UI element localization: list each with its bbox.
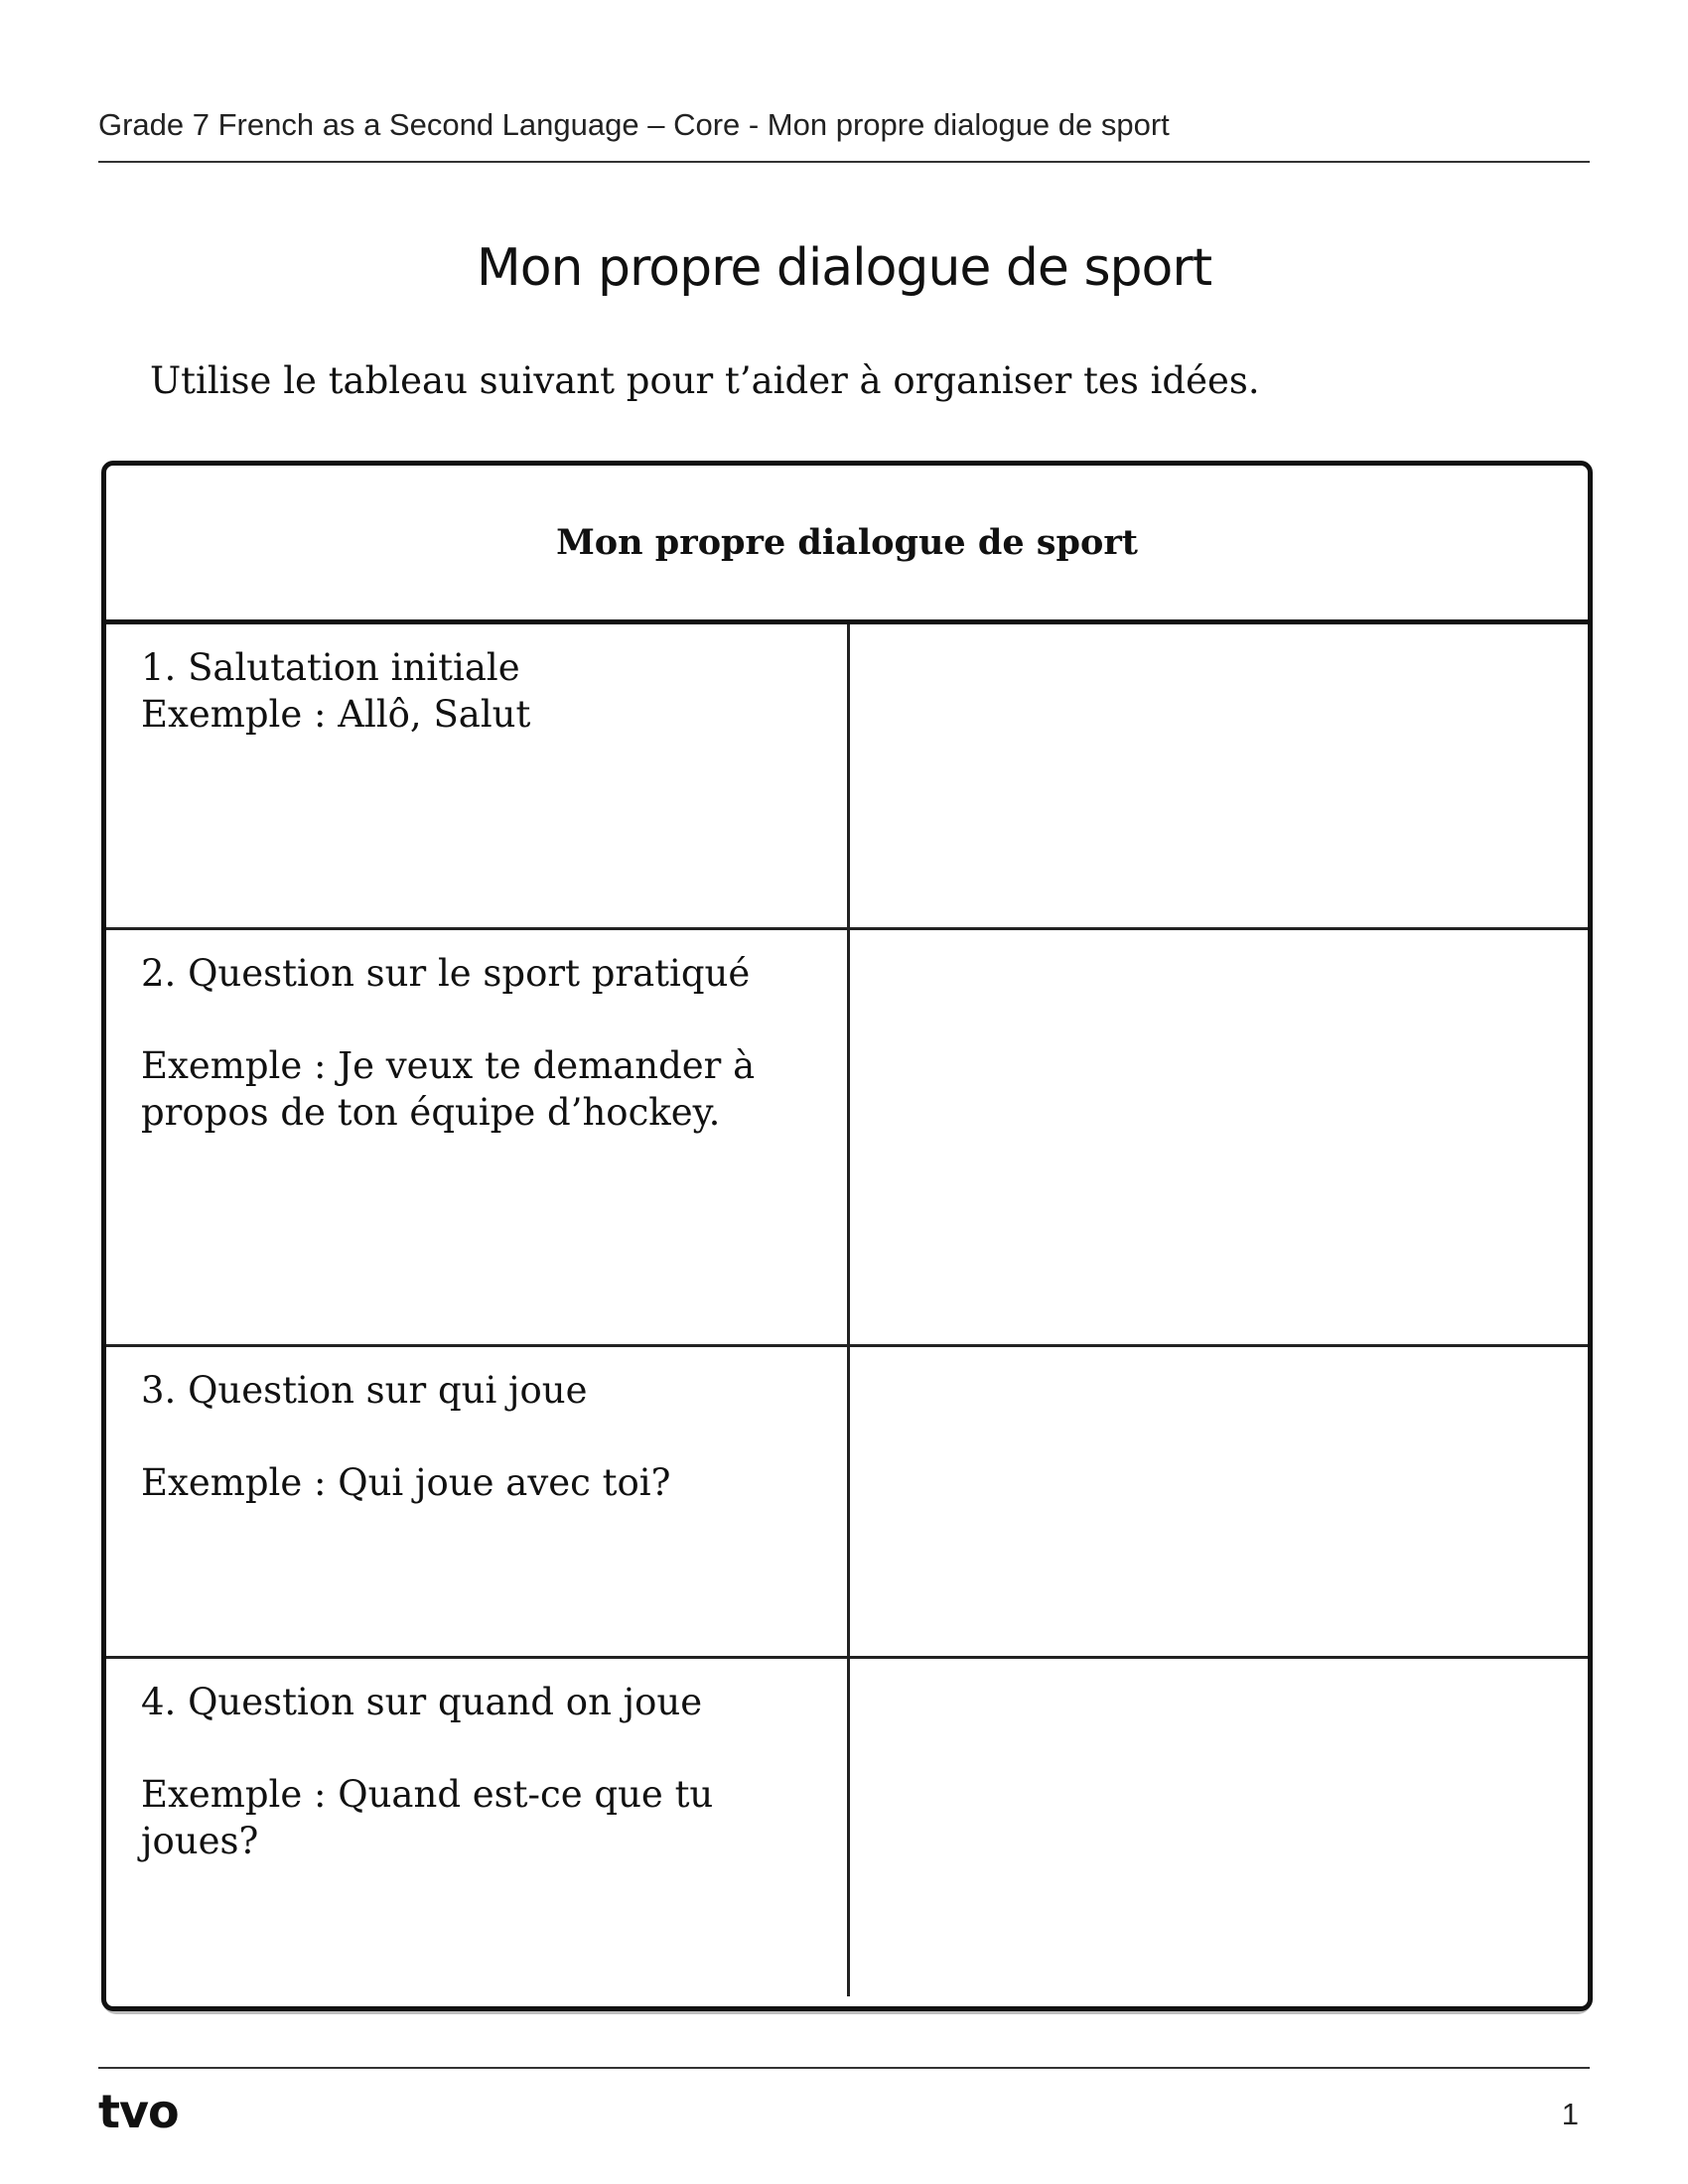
row-4-example-line-2: joues? (141, 1820, 259, 1862)
row-3-label: 3. Question sur qui joue (141, 1369, 588, 1412)
table-row-1 (106, 624, 1588, 930)
row-1-response-cell[interactable] (850, 624, 1588, 927)
table-row-4 (106, 1659, 1588, 1996)
row-2-example-line-1: Exemple : Je veux te demander à (141, 1044, 756, 1087)
page-number: 1 (1561, 2097, 1579, 2131)
row-3-example: Exemple : Qui joue avec toi? (141, 1461, 671, 1504)
row-2-prompt-cell (106, 930, 850, 1344)
page-title: Mon propre dialogue de sport (476, 238, 1212, 298)
table-row-3 (106, 1347, 1588, 1659)
footer-divider (98, 2067, 1590, 2069)
row-4-example-line-1: Exemple : Quand est-ce que tu (141, 1773, 714, 1816)
row-3-response-cell[interactable] (850, 1347, 1588, 1656)
header-divider (98, 161, 1590, 163)
row-2-response-cell[interactable] (850, 930, 1588, 1344)
table-header: Mon propre dialogue de sport (106, 466, 1588, 624)
dialogue-table (101, 461, 1593, 2011)
row-1-prompt-cell (106, 624, 850, 927)
instructions-text: Utilise le tableau suivant pour t’aider à organiser tes idées. (150, 359, 1260, 402)
row-4-prompt-cell (106, 1659, 850, 1996)
row-1-label: 1. Salutation initiale (141, 646, 520, 689)
row-4-label: 4. Question sur quand on joue (141, 1681, 703, 1723)
row-1-example: Exemple : Allô, Salut (141, 693, 531, 736)
row-2-label: 2. Question sur le sport pratiqué (141, 952, 751, 995)
tvo-logo: tvo (98, 2085, 179, 2138)
running-header: Grade 7 French as a Second Language – Core - Mon propre dialogue de sport (98, 107, 1170, 142)
row-2-example-line-2: propos de ton équipe d’hockey. (141, 1091, 721, 1134)
row-4-response-cell[interactable] (850, 1659, 1588, 1996)
table-row-2 (106, 930, 1588, 1347)
row-3-prompt-cell (106, 1347, 850, 1656)
